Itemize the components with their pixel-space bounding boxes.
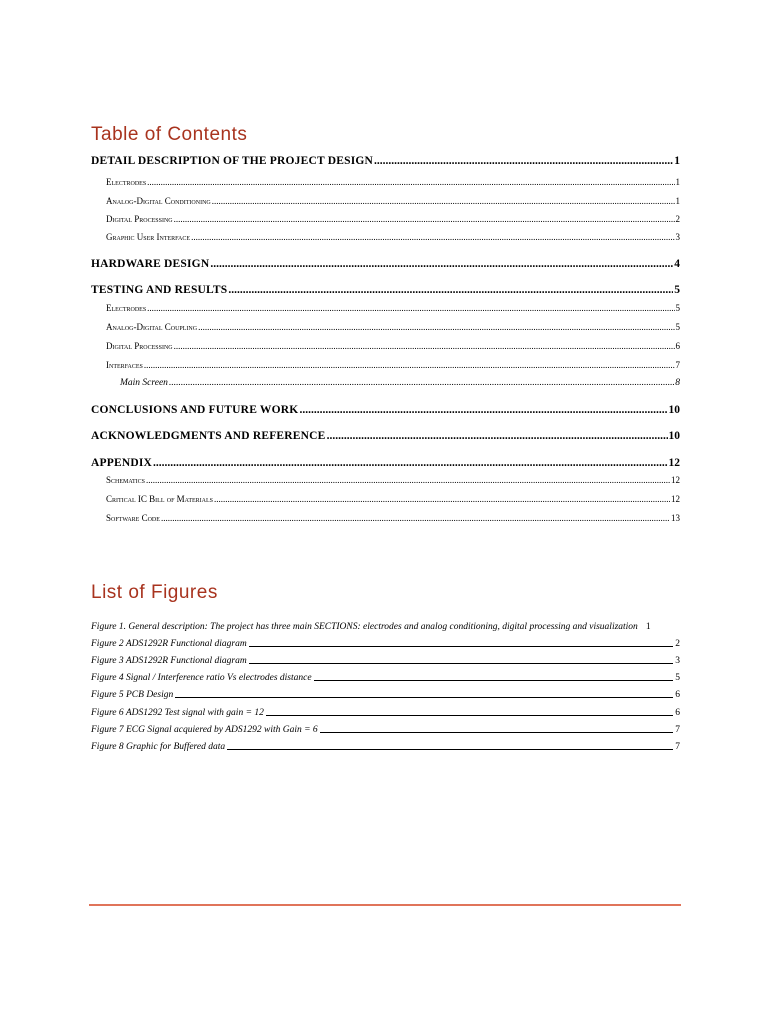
toc-entry[interactable] <box>106 232 680 242</box>
toc-entry-title: CONCLUSIONS AND FUTURE WORK <box>91 404 299 416</box>
dot-leader <box>174 214 675 224</box>
toc-entry-title: Analog-Digital Conditioning <box>106 196 211 206</box>
toc-entry[interactable] <box>91 430 680 442</box>
toc-entry-title: APPENDIX <box>91 457 153 469</box>
figure-entry-page: 1 <box>645 622 651 632</box>
toc-entry-title: TESTING AND RESULTS <box>91 284 228 296</box>
underline-leader <box>320 731 674 733</box>
dot-leader <box>174 341 675 351</box>
toc-entry[interactable] <box>106 322 680 332</box>
toc-entry-title: Software Code <box>106 513 160 523</box>
toc-entry[interactable] <box>106 513 680 523</box>
toc-entry-page: 6 <box>675 341 680 351</box>
figure-entry-title: Figure 1. General description: The project has three main SECTIONS: electrodes and analog conditioning, digital processing and visualization <box>91 622 638 632</box>
toc-entry-page: 5 <box>675 322 680 332</box>
toc-entry[interactable] <box>106 214 680 224</box>
dot-leader <box>210 258 673 270</box>
dot-leader <box>198 322 674 332</box>
figure-entry[interactable] <box>91 742 680 752</box>
footer-rule <box>89 904 681 906</box>
figure-entry-page: 2 <box>675 639 680 649</box>
figure-entry[interactable] <box>91 639 680 649</box>
toc-entry-page: 12 <box>671 494 680 504</box>
figure-entry-title: Figure 7 ECG Signal acquiered by ADS1292 with Gain = 6 <box>91 725 318 735</box>
toc-entry[interactable] <box>91 404 680 416</box>
toc-entry[interactable] <box>91 284 680 296</box>
toc-entry-title: Electrodes <box>106 177 147 187</box>
toc-entry-title: Digital Processing <box>106 214 173 224</box>
toc-heading: Table of Contents <box>91 124 248 145</box>
toc-entry-page: 5 <box>675 303 680 313</box>
underline-leader <box>227 748 673 750</box>
toc-entry-page: 7 <box>675 360 680 370</box>
figure-entry-page: 6 <box>675 708 680 718</box>
toc-entry[interactable] <box>106 494 680 504</box>
toc-entry-page: 5 <box>674 284 680 296</box>
toc-entry-title: Main Screen <box>120 378 168 388</box>
toc-entry-page: 13 <box>671 513 680 523</box>
underline-leader <box>314 679 674 681</box>
toc-entry[interactable] <box>106 341 680 351</box>
figure-entry-page: 3 <box>675 656 680 666</box>
toc-entry-page: 10 <box>668 430 680 442</box>
toc-entry-page: 3 <box>675 232 680 242</box>
dot-leader <box>374 155 673 167</box>
toc-entry-title: HARDWARE DESIGN <box>91 258 210 270</box>
figure-entry[interactable] <box>91 622 680 632</box>
figure-entry-title: Figure 4 Signal / Interference ratio Vs electrodes distance <box>91 673 312 683</box>
toc-entry-page: 8 <box>675 378 680 388</box>
toc-entry[interactable] <box>106 177 680 187</box>
figure-entry-title: Figure 6 ADS1292 Test signal with gain = 12 <box>91 708 264 718</box>
dot-leader <box>169 378 674 388</box>
toc-entry-page: 1 <box>675 177 680 187</box>
figure-entry-page: 6 <box>675 690 680 700</box>
toc-entry[interactable] <box>106 196 680 206</box>
figure-entry-title: Figure 2 ADS1292R Functional diagram <box>91 639 247 649</box>
toc-entry-title: Analog-Digital Coupling <box>106 322 198 332</box>
toc-entry-page: 12 <box>671 475 680 485</box>
toc-entry-title: DETAIL DESCRIPTION OF THE PROJECT DESIGN <box>91 155 374 167</box>
figure-entry[interactable] <box>91 656 680 666</box>
toc-entry-page: 1 <box>674 155 680 167</box>
figure-entry-page: 5 <box>675 673 680 683</box>
dot-leader <box>147 177 674 187</box>
toc-entry[interactable] <box>91 258 680 270</box>
dot-leader <box>214 494 670 504</box>
dot-leader <box>161 513 670 523</box>
figure-entry-title: Figure 5 PCB Design <box>91 690 174 700</box>
figure-entry[interactable] <box>91 690 680 700</box>
dot-leader <box>191 232 674 242</box>
underline-leader <box>249 645 674 647</box>
dot-leader <box>146 475 670 485</box>
toc-entry-page: 4 <box>674 258 680 270</box>
toc-entry-page: 10 <box>668 404 680 416</box>
dot-leader <box>212 196 675 206</box>
figure-entry-page: 7 <box>675 725 680 735</box>
toc-entry[interactable] <box>91 155 680 167</box>
toc-entry-page: 2 <box>675 214 680 224</box>
figure-entry-page: 7 <box>675 742 680 752</box>
toc-entry-title: ACKNOWLEDGMENTS AND REFERENCE <box>91 430 326 442</box>
dot-leader <box>153 457 667 469</box>
lof-heading: List of Figures <box>91 582 218 603</box>
toc-entry-title: Electrodes <box>106 303 147 313</box>
toc-entry[interactable] <box>120 378 680 388</box>
toc-entry-title: Digital Processing <box>106 341 173 351</box>
underline-leader <box>640 629 644 630</box>
toc-entry[interactable] <box>106 303 680 313</box>
dot-leader <box>144 360 675 370</box>
toc-entry[interactable] <box>106 360 680 370</box>
figure-entry-title: Figure 3 ADS1292R Functional diagram <box>91 656 247 666</box>
figure-entry[interactable] <box>91 673 680 683</box>
underline-leader <box>175 696 673 698</box>
underline-leader <box>249 662 674 664</box>
toc-entry-title: Graphic User Interface <box>106 232 191 242</box>
toc-entry[interactable] <box>91 457 680 469</box>
dot-leader <box>299 404 667 416</box>
figure-entry[interactable] <box>91 708 680 718</box>
toc-entry-page: 1 <box>675 196 680 206</box>
toc-entry[interactable] <box>106 475 680 485</box>
toc-entry-page: 12 <box>668 457 680 469</box>
underline-leader <box>266 714 673 716</box>
dot-leader <box>327 430 668 442</box>
figure-entry[interactable] <box>91 725 680 735</box>
figure-entry-title: Figure 8 Graphic for Buffered data <box>91 742 226 752</box>
dot-leader <box>228 284 673 296</box>
dot-leader <box>147 303 674 313</box>
toc-entry-title: Interfaces <box>106 360 143 370</box>
toc-entry-title: Critical IC Bill of Materials <box>106 494 214 504</box>
toc-entry-title: Schematics <box>106 475 146 485</box>
